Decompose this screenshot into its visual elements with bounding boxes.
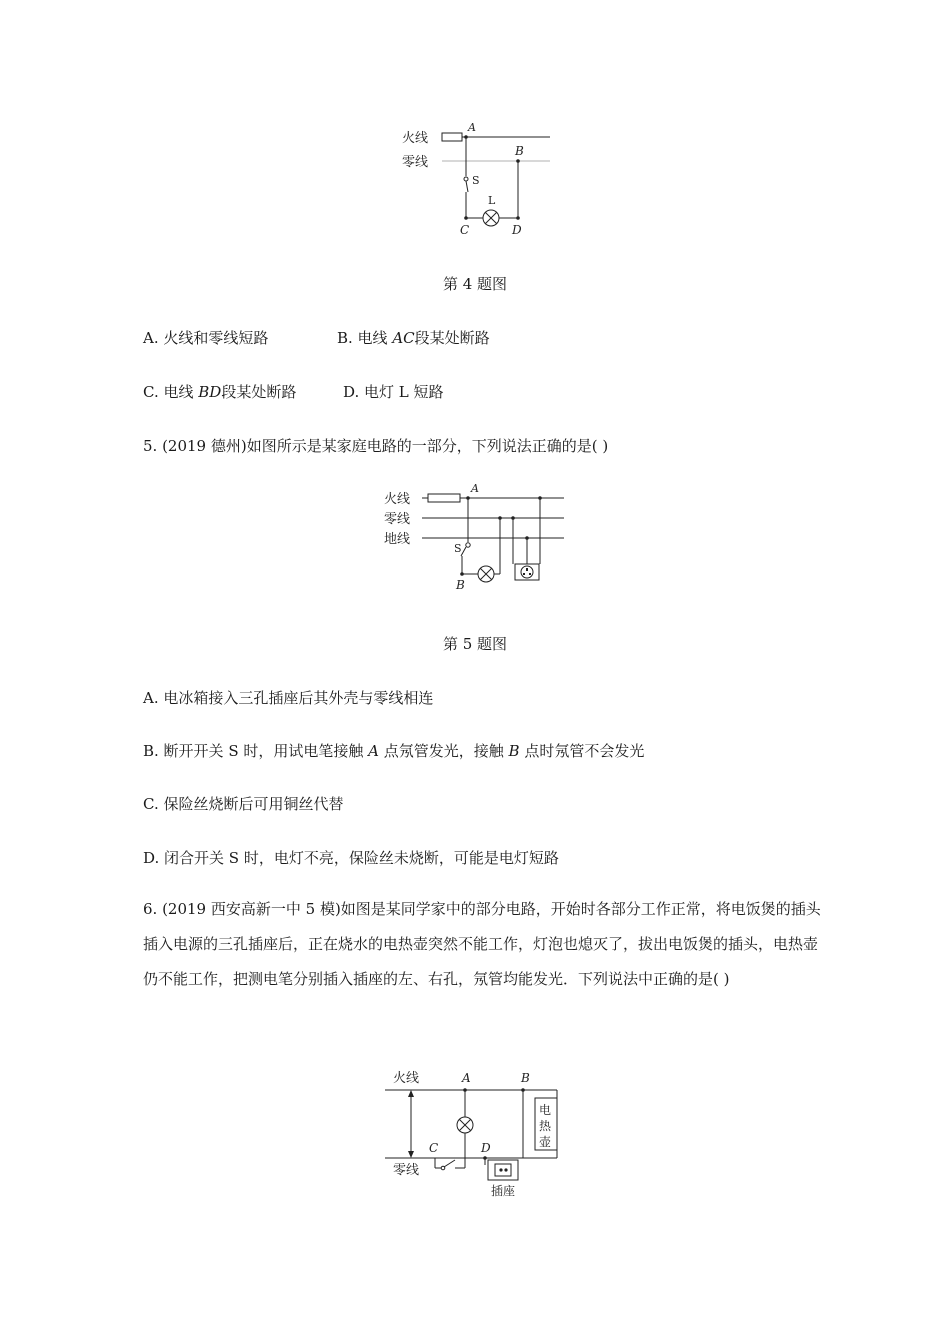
neutral-line-label: 零线 (393, 1163, 420, 1178)
q5-option-d: D. 闭合开关 S 时，电灯不亮，保险丝未烧断，可能是电灯短路 (143, 849, 559, 867)
q4-option-b-suffix: 段某处断路 (414, 329, 490, 347)
lamp-l-label: L (488, 194, 496, 207)
kettle-label-2: 热 (539, 1119, 552, 1133)
figure-q4-svg (390, 118, 560, 243)
q4-option-c (143, 381, 296, 402)
figure-q6-circuit (385, 1068, 585, 1203)
fuse-symbol (428, 494, 460, 502)
switch-s (466, 543, 470, 547)
point-c-label: C (429, 1141, 439, 1155)
q4-option-b-prefix: B. 电线 (337, 329, 393, 347)
figure-q6-svg (385, 1068, 585, 1203)
neutral-line-label: 零线 (384, 512, 411, 527)
q5-option-b-point-a: A (368, 742, 379, 760)
q6-stem: 6. (2019 西安高新一中 5 模)如图是某同学家中的部分电路，开始时各部分工作正常，将电饭煲的插头插入电源的三孔插座后，正在烧水的电热壶突然不能工作，灯泡也熄灭了，拔出电饭煲的插头，电热壶仍不能工作，把测电笔分别插入插座的左、右孔，氖管均能发光．下列说法中正确的是( ) (143, 900, 821, 988)
switch-c (444, 1160, 455, 1167)
q4-option-c-suffix: 段某处断路 (221, 383, 297, 401)
figure-q5-svg (382, 482, 572, 594)
switch-s (464, 177, 468, 181)
q4-option-c-segment: BD (198, 383, 222, 401)
fuse-symbol (442, 133, 462, 141)
kettle-label-1: 电 (539, 1103, 552, 1117)
point-d-label: D (481, 1141, 491, 1155)
point-b-label: B (515, 144, 524, 158)
q5-option-b-part2: 点氖管发光，接触 (378, 742, 509, 760)
figure-4-caption: 第 4 题图 (442, 275, 508, 293)
fire-line-label: 火线 (402, 131, 429, 146)
figure-5-caption: 第 5 题图 (442, 635, 508, 653)
ground-line-label: 地线 (384, 532, 411, 547)
q5-option-a: A. 电冰箱接入三孔插座后其外壳与零线相连 (143, 689, 434, 707)
point-d-label: D (512, 223, 522, 237)
point-b-label: B (521, 1071, 530, 1085)
socket-label: 插座 (491, 1184, 516, 1198)
q4-option-d: D. 电灯 L 短路 (343, 383, 444, 401)
junction-b (516, 159, 520, 163)
q4-option-b-segment: AC (392, 329, 415, 347)
q5-stem: 5. (2019 德州)如图所示是某家庭电路的一部分，下列说法正确的是( ) (143, 437, 609, 455)
switch-s-label: S (454, 542, 462, 555)
fire-line-label: 火线 (393, 1071, 420, 1086)
q5-option-b-part1: B. 断开开关 S 时，用试电笔接触 (143, 742, 369, 760)
q4-option-a: A. 火线和零线短路 (143, 329, 269, 347)
q4-option-c-prefix: C. 电线 (143, 383, 199, 401)
figure-q5-circuit (382, 482, 572, 594)
point-a-label: A (468, 121, 476, 134)
q5-option-b (143, 740, 644, 761)
q4-option-b (337, 327, 490, 348)
point-b-label: B (456, 578, 465, 592)
q5-option-b-part3: 点时氖管不会发光 (519, 742, 645, 760)
point-a-label: A (471, 482, 479, 495)
fire-line-label: 火线 (384, 492, 411, 507)
switch-s-label: S (472, 174, 480, 187)
figure-q4-circuit (390, 118, 560, 243)
point-c-label: C (460, 223, 470, 237)
neutral-line-label: 零线 (402, 155, 429, 170)
q5-option-c: C. 保险丝烧断后可用铜丝代替 (143, 795, 344, 813)
kettle-label-3: 壶 (539, 1135, 552, 1149)
point-a-label: A (462, 1071, 471, 1085)
q5-option-b-point-b: B (508, 742, 520, 760)
